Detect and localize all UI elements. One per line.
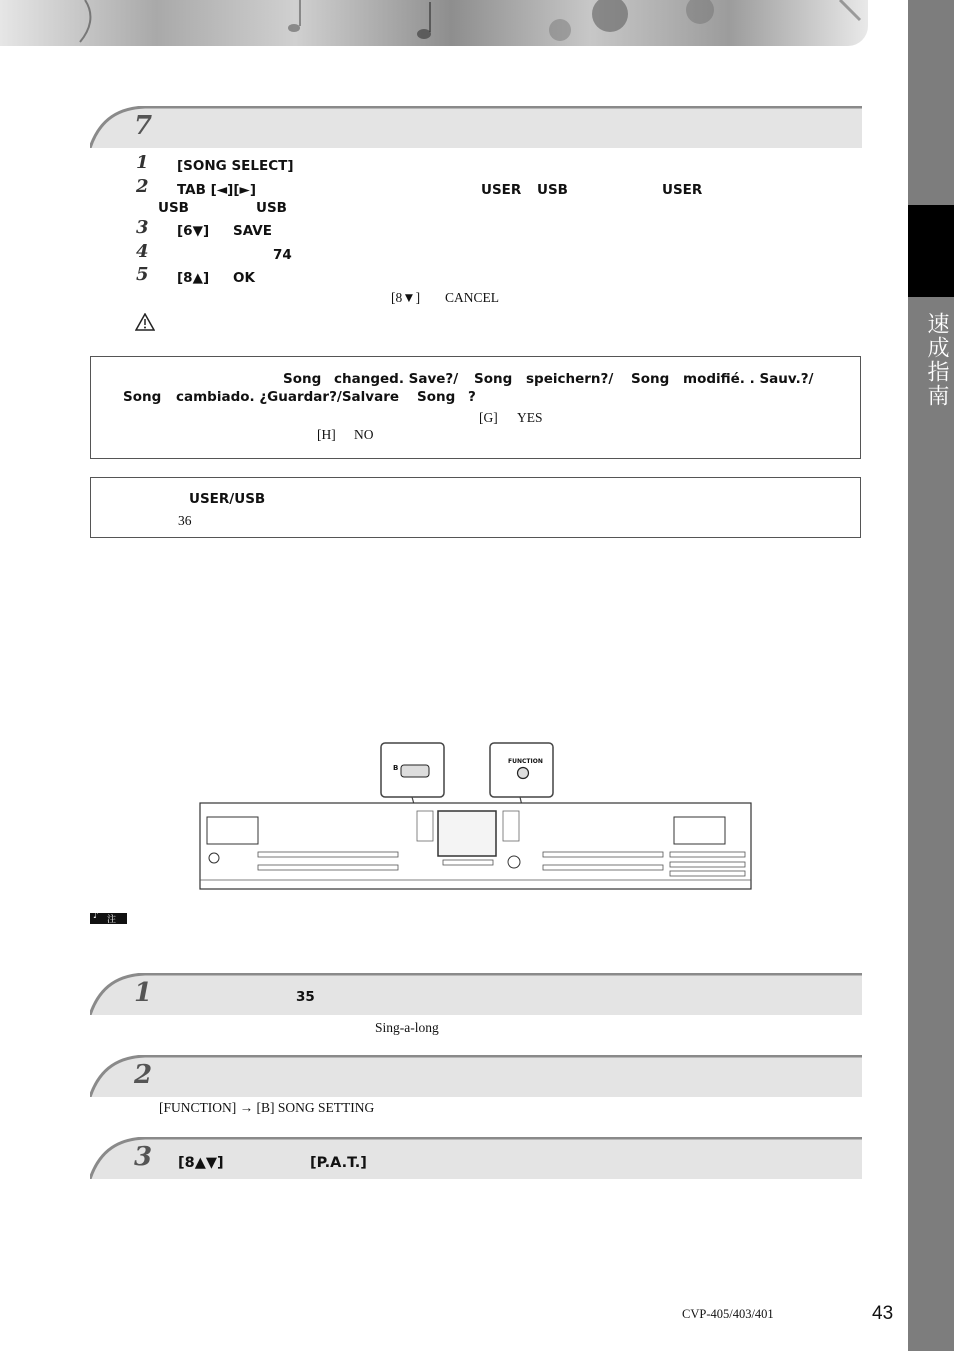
- header-banner: [0, 0, 868, 46]
- substep-number: 2: [136, 176, 149, 197]
- song-select-button-label: [SONG SELECT]: [177, 158, 294, 174]
- substep-number: 3: [136, 217, 149, 238]
- page-reference: 36: [178, 513, 192, 528]
- sidebar-label: 速成指南: [924, 312, 949, 408]
- step-number: 7: [134, 111, 153, 141]
- sidebar: [908, 0, 954, 1351]
- music-notes-artwork: [0, 0, 868, 46]
- step-number: 2: [134, 1060, 153, 1090]
- button-8-down-label: [8▼]: [391, 290, 421, 305]
- step-1-body: Sing-a-long: [375, 1020, 439, 1035]
- sidebar-section-tab: [908, 205, 954, 297]
- message-text: Song: [474, 371, 513, 387]
- save-label: SAVE: [233, 223, 272, 239]
- message-text: Song: [631, 371, 670, 387]
- message-text: changed. Save?/: [334, 371, 459, 387]
- step-number: 3: [134, 1142, 153, 1172]
- step-2-header: [90, 1055, 862, 1097]
- button-8-label: [8▲▼]: [178, 1155, 224, 1171]
- user-tab-label: USER: [662, 182, 703, 198]
- substep-number: 4: [136, 241, 149, 262]
- info-box: [90, 477, 861, 538]
- step-1-header: [90, 973, 862, 1015]
- step-2-body: [FUNCTION] → [B] SONG SETTING: [159, 1100, 375, 1115]
- pat-label: [P.A.T.]: [310, 1155, 367, 1171]
- message-text: Song: [123, 389, 162, 405]
- usb-tab-label: USB: [256, 200, 287, 216]
- note-tag: [90, 913, 127, 924]
- message-text: cambiado. ¿Guardar?/Salvare: [176, 389, 400, 405]
- model-name: CVP-405/403/401: [682, 1307, 774, 1321]
- message-text: modifié. . Sauv.?/: [683, 371, 814, 387]
- message-text: ?: [468, 389, 476, 405]
- substep-number: 1: [136, 152, 149, 173]
- yes-label: YES: [517, 410, 543, 425]
- button-8-up-label: [8▲]: [177, 270, 210, 286]
- usb-tab-label: USB: [537, 182, 568, 198]
- button-6-down-label: [6▼]: [177, 223, 210, 239]
- message-text: Song: [283, 371, 322, 387]
- cancel-label: CANCEL: [445, 290, 499, 305]
- tab-button-label: TAB [◄][►]: [177, 182, 257, 198]
- button-h-label: [H]: [317, 427, 336, 442]
- page-reference: 35: [296, 989, 315, 1005]
- step-number: 1: [134, 978, 153, 1008]
- message-text: speichern?/: [526, 371, 614, 387]
- warning-icon: [135, 313, 155, 331]
- ok-label: OK: [233, 270, 255, 286]
- substep-number: 5: [136, 264, 149, 285]
- callout-b-label: B: [393, 764, 399, 772]
- note-tag-label: 注: [107, 915, 117, 925]
- step-7-header: [90, 106, 862, 148]
- note-icon: ♪: [93, 911, 99, 921]
- button-g-label: [G]: [479, 410, 498, 425]
- control-panel-diagram: [198, 740, 754, 894]
- page-number: 43: [872, 1303, 894, 1324]
- no-label: NO: [354, 427, 374, 442]
- user-usb-label: USER/USB: [189, 491, 266, 507]
- usb-tab-label: USB: [158, 200, 189, 216]
- user-tab-label: USER: [481, 182, 522, 198]
- page-reference: 74: [273, 247, 292, 263]
- callout-function-label: FUNCTION: [508, 758, 543, 765]
- message-text: Song: [417, 389, 456, 405]
- step-3-header: [90, 1137, 862, 1179]
